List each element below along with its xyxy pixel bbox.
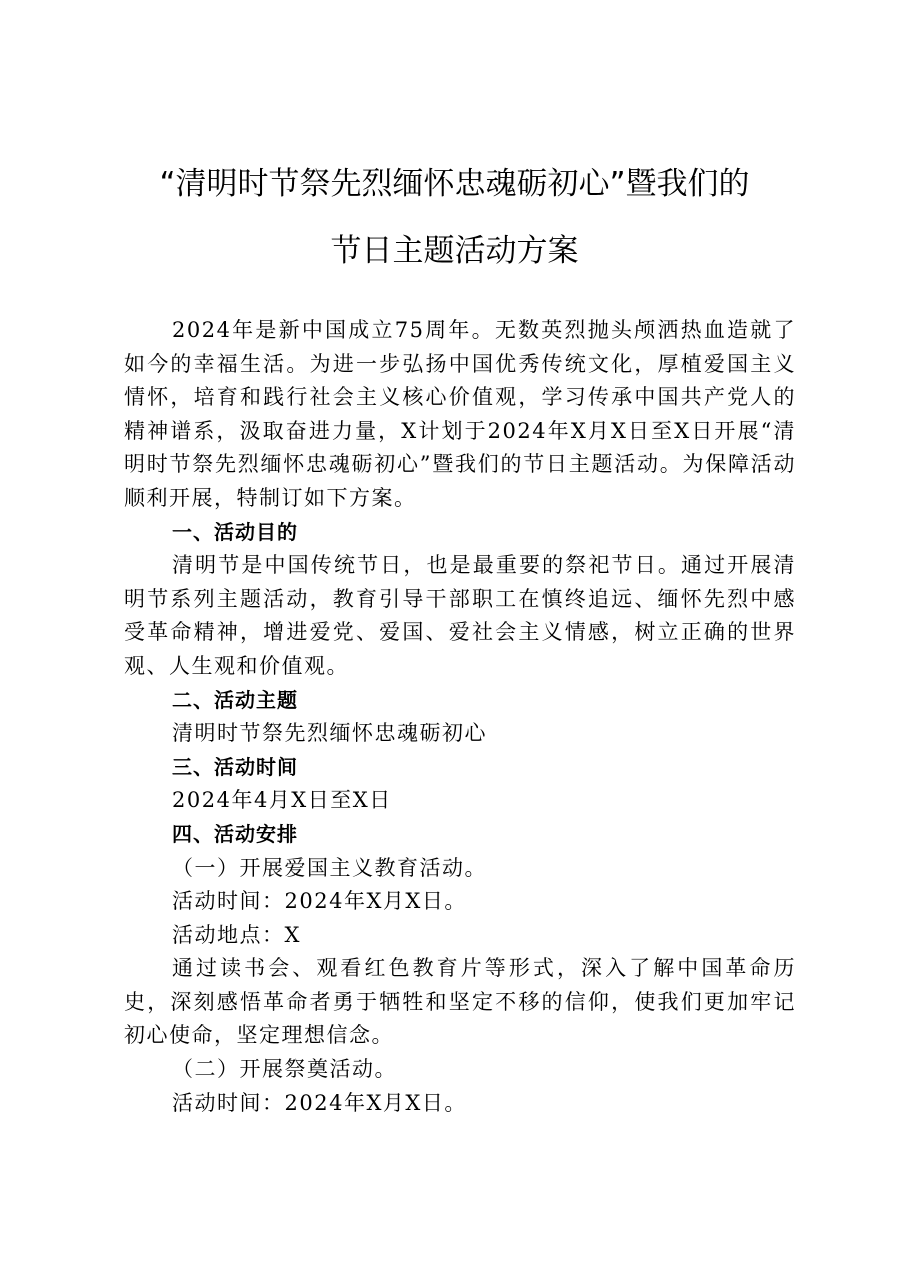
purpose-paragraph: 清明节是中国传统节日，也是最重要的祭祀节日。通过开展清明节系列主题活动，教育引导干部职工在慎终追远、缅怀先烈中感受革命精神，增进爱党、爱国、爱社会主义情感，树立正确的世界观、人生观和价值观。	[124, 553, 796, 678]
time-text: 2024年4月X日至X日	[172, 788, 392, 813]
theme-text: 清明时节祭先烈缅怀忠魂砺初心	[172, 721, 487, 746]
section-heading-arrangement: 四、活动安排	[172, 821, 298, 846]
item-1-heading: （一）开展爱国主义教育活动。	[172, 855, 487, 880]
item-2-heading: （二）开展祭奠活动。	[172, 1057, 397, 1082]
document-title-line-1: “清明时节祭先烈缅怀忠魂砺初心”暨我们的	[159, 166, 750, 202]
item-2-time: 活动时间：2024年X月X日。	[172, 1090, 467, 1115]
item-1-time: 活动时间：2024年X月X日。	[172, 889, 467, 914]
section-heading-time: 三、活动时间	[172, 754, 298, 779]
intro-paragraph: 2024年是新中国成立75周年。无数英烈抛头颅洒热血造就了如今的幸福生活。为进一步弘扬中国优秀传统文化，厚植爱国主义情怀，培育和践行社会主义核心价值观，学习传承中国共产党人的精神谱系，汲取奋进力量，X计划于2024年X月X日至X日开展“清明时节祭先烈缅怀忠魂砺初心”暨我们的节日主题活动。为保障活动顺利开展，特制订如下方案。	[124, 318, 796, 510]
document-title-line-2: 节日主题活动方案	[330, 233, 579, 269]
section-heading-purpose: 一、活动目的	[172, 519, 298, 544]
item-1-paragraph: 通过读书会、观看红色教育片等形式，深入了解中国革命历史，深刻感悟革命者勇于牺牲和坚定不移的信仰，使我们更加牢记初心使命，坚定理想信念。	[124, 956, 796, 1048]
section-heading-theme: 二、活动主题	[172, 687, 298, 712]
item-1-place: 活动地点：X	[172, 922, 301, 947]
document-body	[124, 314, 796, 1120]
